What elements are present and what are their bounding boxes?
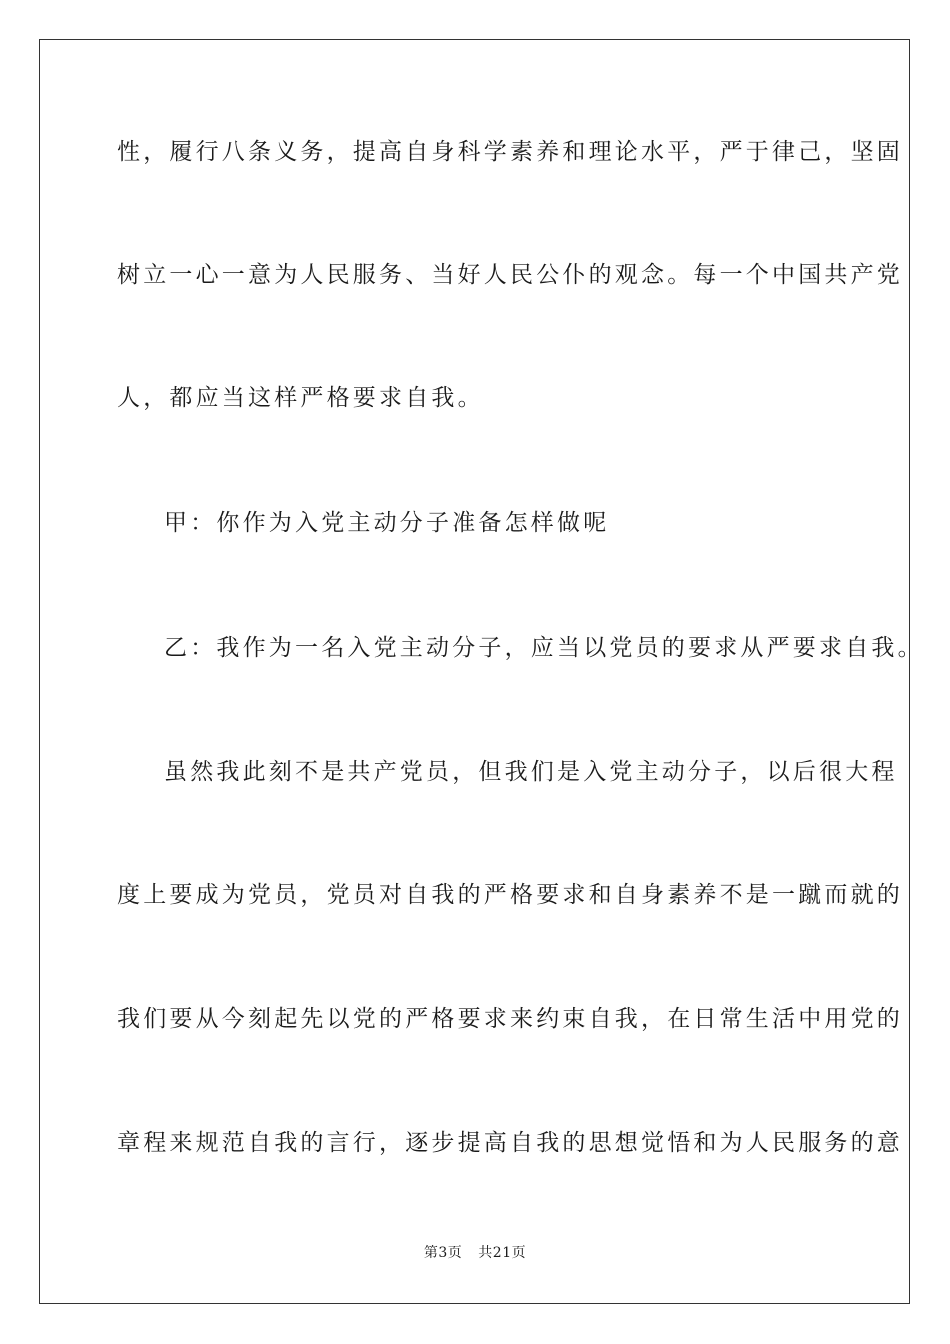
dialogue-line-jia: 甲：你作为入党主动分子准备怎样做呢: [164, 510, 610, 536]
page-border: [39, 39, 910, 1304]
current-page-number: 第3页: [423, 1245, 463, 1261]
body-text-line: 虽然我此刻不是共产党员，但我们是入党主动分子，以后很大程: [164, 759, 898, 785]
body-text-line: 树立一心一意为人民服务、当好人民公仆的观念。每一个中国共产党: [117, 262, 903, 288]
dialogue-line-yi: 乙：我作为一名入党主动分子，应当以党员的要求从严要求自我。: [164, 635, 924, 661]
body-text-line: 我们要从今刻起先以党的严格要求来约束自我，在日常生活中用党的: [117, 1006, 903, 1032]
body-text-line: 度上要成为党员，党员对自我的严格要求和自身素养不是一蹴而就的: [117, 882, 903, 908]
total-page-count: 共21页: [478, 1245, 527, 1261]
body-text-line: 章程来规范自我的言行，逐步提高自我的思想觉悟和为人民服务的意: [117, 1130, 903, 1156]
body-text-line: 性，履行八条义务，提高自身科学素养和理论水平，严于律己，坚固: [117, 139, 903, 165]
body-text-line: 人，都应当这样严格要求自我。: [117, 385, 484, 411]
page-footer: [0, 1243, 950, 1263]
